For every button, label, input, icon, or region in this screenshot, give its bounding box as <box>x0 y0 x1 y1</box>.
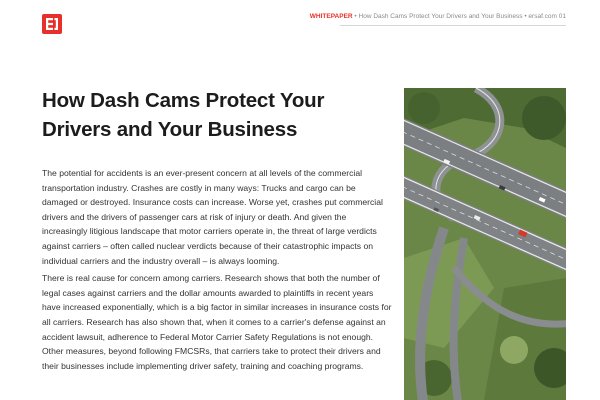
running-header <box>294 13 566 20</box>
article-title: How Dash Cams Protect Your Drivers and Your Business <box>42 89 325 141</box>
brand-logo-icon <box>42 14 62 34</box>
highway-interchange-photo <box>404 88 566 400</box>
body-paragraph: There is real cause for concern among carriers. Research shows that both the number of legal cases against carriers and the dollar amounts awarded to plaintiffs in recent years have increased exponentially, which is a big factor in similar increases in insurance costs for all carriers. Research has also shown that, when it comes to a carrier's defense against an accident lawsuit, adherence to Federal Motor Carrier Safety Regulations is not enough. Other measures, beyond following FMCSRs, that carriers take to protect their drivers and their businesses include implementing driver safety, training and coaching programs. <box>42 273 392 371</box>
article-body <box>42 166 392 376</box>
body-paragraph: The potential for accidents is an ever-present concern at all levels of the commercial transportation industry. Crashes are costly in many ways: Trucks and cargo can be damaged or destroyed. Insurance costs can increase. Worse yet, crashes put commercial drivers and the drivers of passenger cars at risk of injury or death. And given the increasingly litigious landscape that motor carriers operate in, the threat of large verdicts against carriers – often called nuclear verdicts because of their catastrophic impacts on individual carriers and the industry overall – is always looming. <box>42 168 383 266</box>
header-breadcrumb: • How Dash Cams Protect Your Drivers and Your Business • ersaf.com 01 <box>352 13 566 20</box>
header-divider <box>340 25 566 26</box>
section-label: WHITEPAPER <box>309 13 353 20</box>
